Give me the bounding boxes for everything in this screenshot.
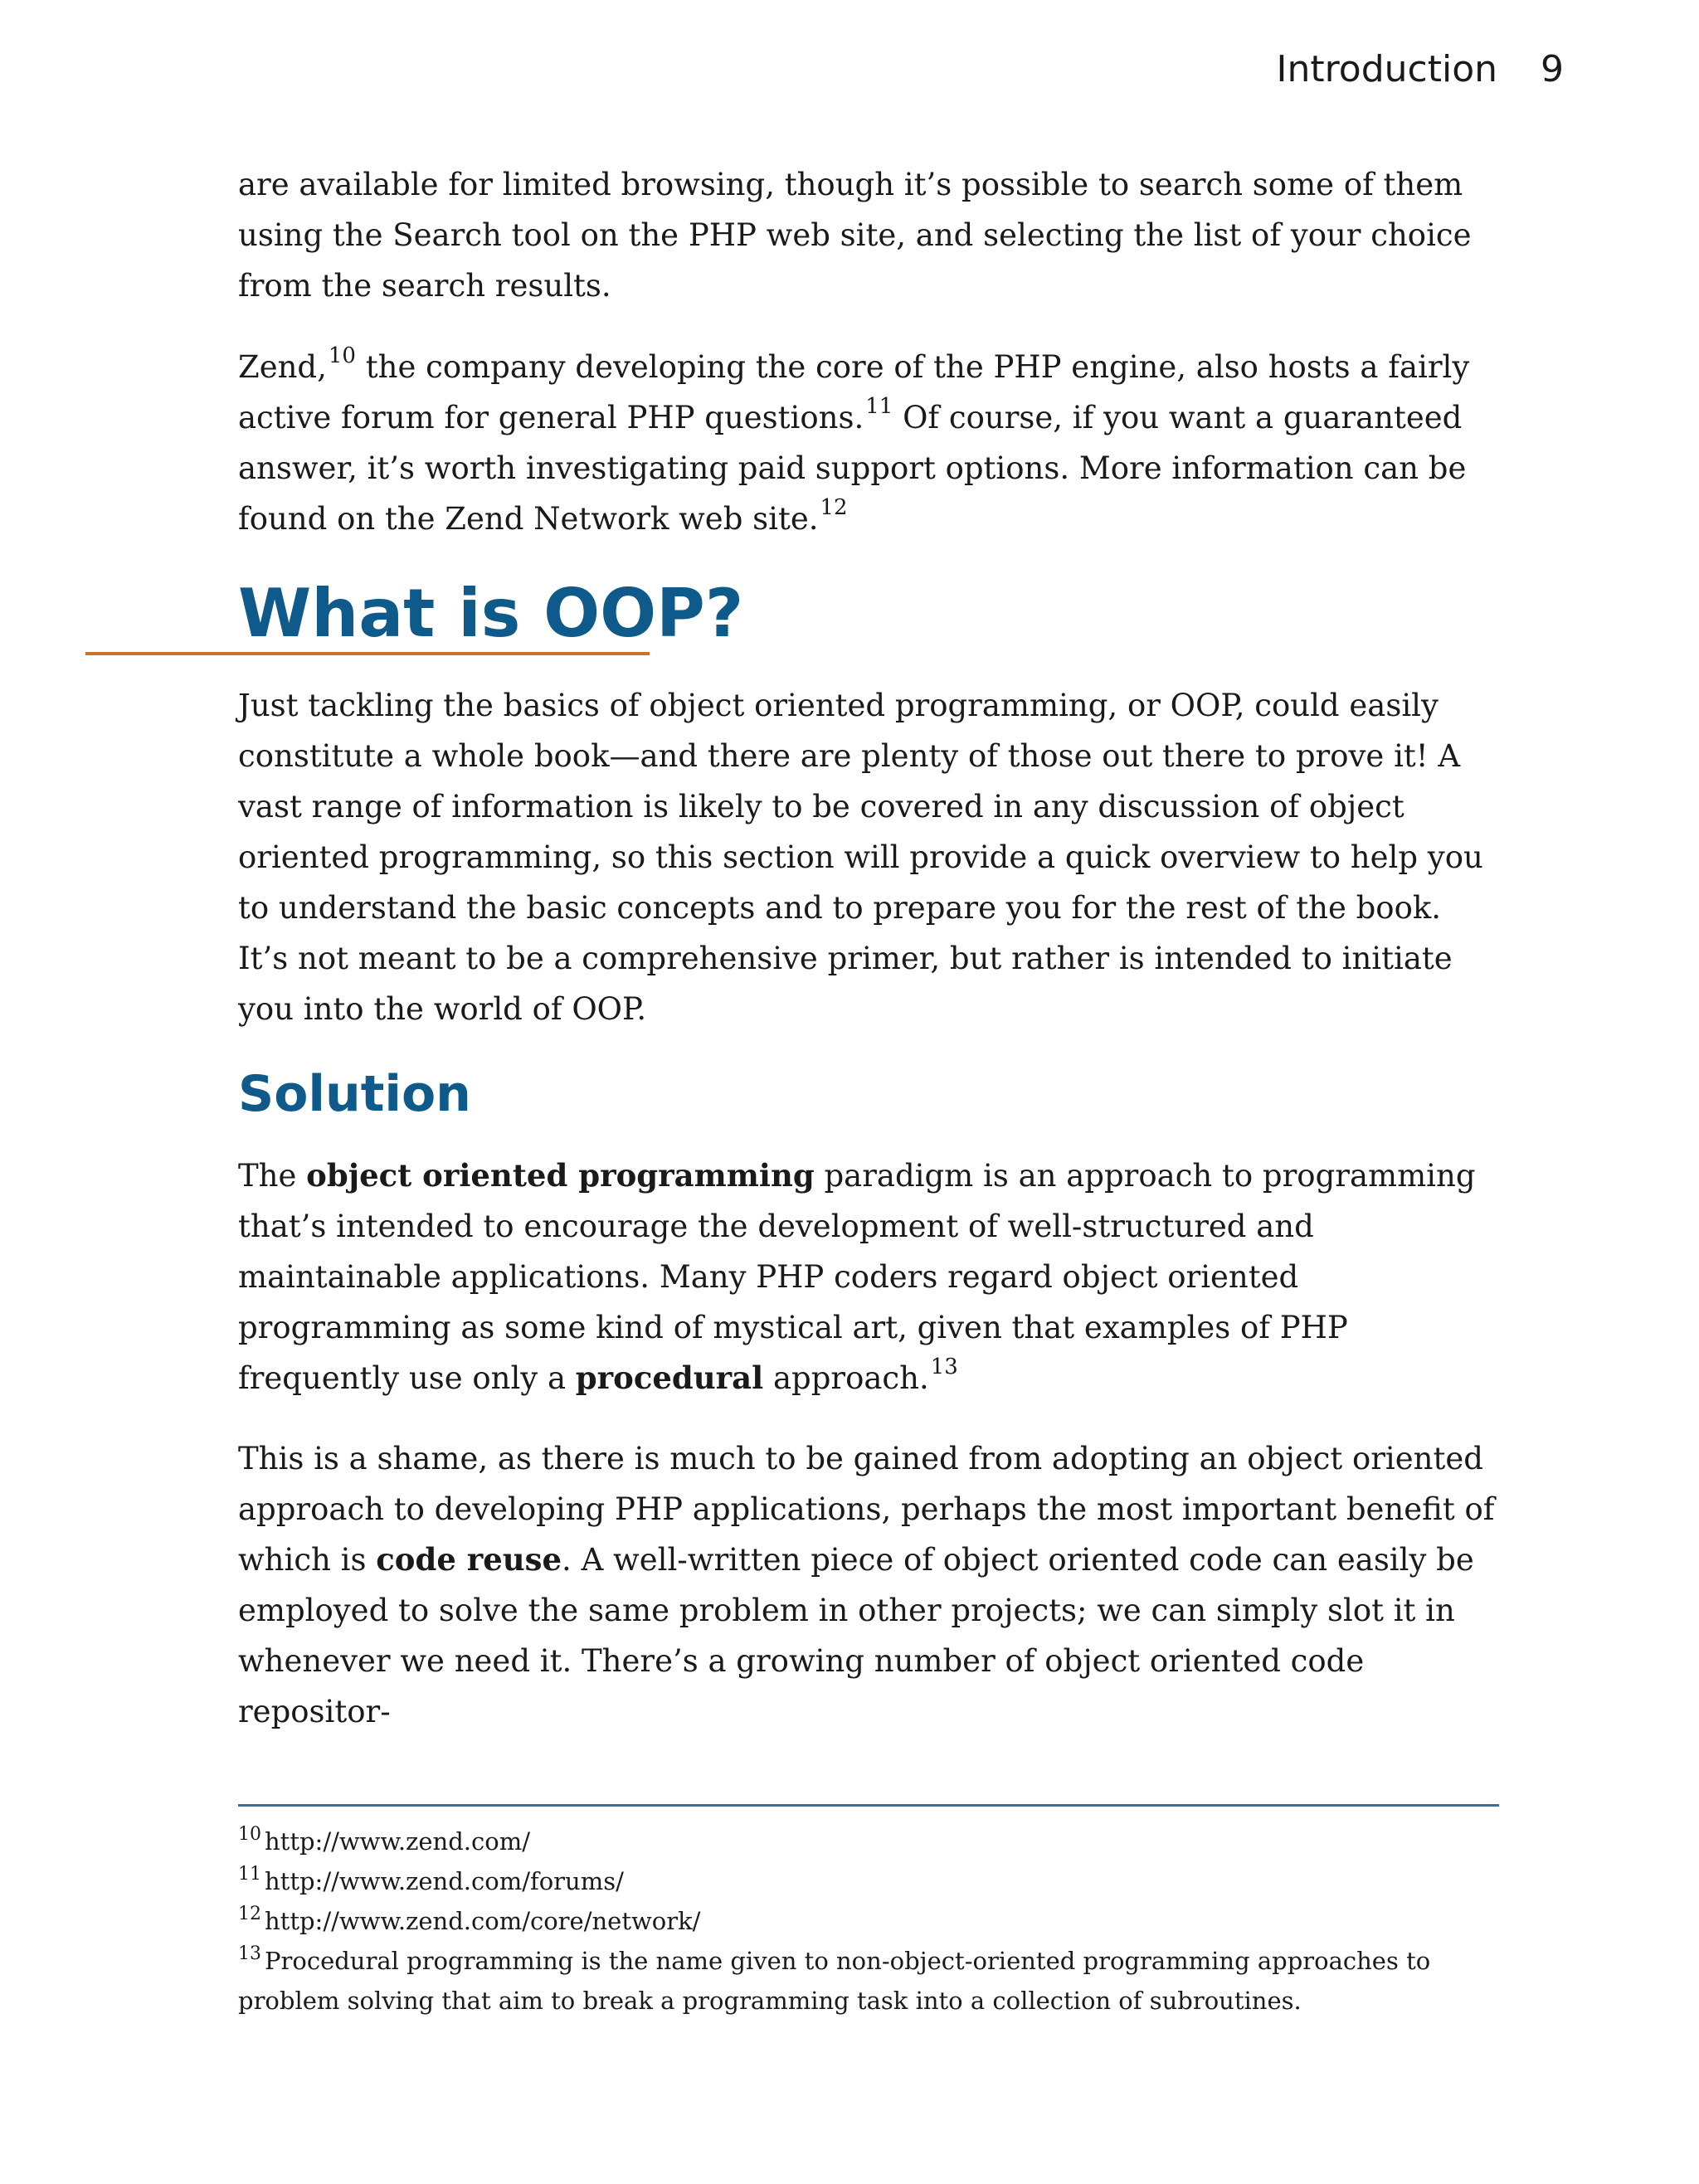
footnote-number: 10 — [238, 1824, 261, 1845]
footnote-reference[interactable]: 13 — [930, 1355, 958, 1379]
paragraph-text: approach. — [763, 1360, 929, 1396]
paragraph-text: This is a shame, as there is much to be gained from adopting an object oriented approach to developing PHP applications, perhaps the most important benefit of which is — [238, 1441, 1495, 1578]
paragraph-text: Zend, — [238, 349, 327, 385]
footnote — [238, 1901, 1499, 1941]
paragraph-oop-intro — [238, 680, 1499, 1034]
footnote-link[interactable]: http://www.zend.com/core/network/ — [265, 1907, 701, 1935]
footnote-reference[interactable]: 12 — [820, 495, 848, 520]
footnote — [238, 1861, 1499, 1901]
footnote-text: Procedural programming is the name given to non-object-oriented programming approaches to problem solving that aim to break a programming task into a collection of subroutines. — [238, 1947, 1431, 2015]
section-title: Introduction — [1276, 48, 1497, 90]
footnote-separator — [238, 1804, 1499, 1807]
bold-term: procedural — [575, 1360, 764, 1396]
paragraph-zend — [238, 342, 1499, 544]
running-header — [1277, 48, 1564, 90]
paragraph-text: are available for limited browsing, though it’s possible to search some of them using the Search tool on the PHP web site, and selecting the list of your choice from the search results. — [238, 167, 1472, 304]
footnote-number: 13 — [238, 1943, 261, 1964]
paragraph-text: Of course, if you want a guaranteed answer, it’s worth investigating paid support options. More information can be found on the Zend Network web site. — [238, 400, 1467, 537]
bold-term: code reuse — [376, 1541, 562, 1578]
section-heading: What is OOP? — [238, 575, 744, 652]
paragraph-text: paradigm is an approach to programming that’s intended to encourage the development of well-structured and maintainable applications. Many PHP coders regard object oriented programming as some kind of mystical art, given that examples of PHP frequently use only a — [238, 1158, 1476, 1396]
paragraph-text: the company developing the core of the PHP engine, also hosts a fairly active forum for general PHP questions. — [238, 349, 1470, 435]
paragraph-text: The — [238, 1158, 307, 1194]
bold-term: object oriented programming — [306, 1157, 815, 1194]
paragraph-oop-paradigm — [238, 1150, 1499, 1403]
paragraph-text: Just tackling the basics of object oriented programming, or OOP, could easily constitute a whole book—and there are plenty of those out there to prove it! A vast range of information is likely to be covered in any discussion of object oriented programming, so this section will provide a quick overview to help you to understand the basic concepts and to prepare you for the rest of the book. It’s not meant to be a comprehensive primer, but rather is intended to initiate you into the world of OOP. — [238, 688, 1483, 1027]
footnote-reference[interactable]: 11 — [865, 394, 893, 419]
paragraph-mailing-lists — [238, 159, 1499, 311]
subsection-heading: Solution — [238, 1065, 471, 1123]
footnote-number: 12 — [238, 1904, 261, 1924]
paragraph-text: . A well-written piece of object oriented code can easily be employed to solve the same problem in other projects; we can simply slot it in whenever we need it. There’s a growing number of object oriented code repositor- — [238, 1542, 1474, 1729]
footnote-link[interactable]: http://www.zend.com/forums/ — [265, 1867, 624, 1895]
paragraph-code-reuse — [238, 1433, 1499, 1737]
footnote — [238, 1941, 1499, 2021]
footnote — [238, 1822, 1499, 1861]
heading-underline — [85, 652, 650, 655]
footnote-link[interactable]: http://www.zend.com/ — [265, 1827, 530, 1856]
page-number: 9 — [1541, 48, 1564, 90]
footnote-number: 11 — [238, 1864, 261, 1885]
footnote-reference[interactable]: 10 — [328, 343, 356, 368]
footnotes — [238, 1822, 1499, 2021]
